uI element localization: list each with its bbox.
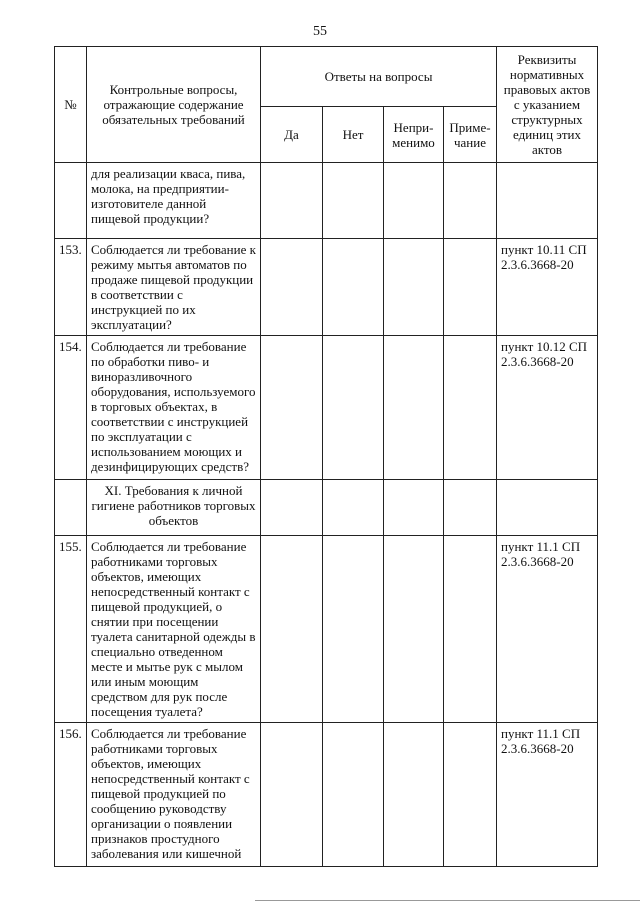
header-not-applicable: Непри- менимо xyxy=(384,107,444,163)
row-requisites: пункт 11.1 СП 2.3.6.3668-20 xyxy=(497,723,598,867)
header-no: Нет xyxy=(323,107,384,163)
row-requisites xyxy=(497,163,598,239)
answer-yes-cell[interactable] xyxy=(261,723,323,867)
row-question: Соблюдается ли требование работниками торговых объектов, имеющих непосредственный контакт с пищевой продукцией, о снятии при посещении туалета санитарной одежды в специально отведенном месте и мытье рук с мылом или иным моющим средством для рук после посещения туалета? xyxy=(87,536,261,723)
answer-no-cell[interactable] xyxy=(323,163,384,239)
answer-no-cell[interactable] xyxy=(323,336,384,480)
answer-na-cell[interactable] xyxy=(384,163,444,239)
row-number: 156. xyxy=(55,723,87,867)
row-requisites: пункт 10.12 СП 2.3.6.3668-20 xyxy=(497,336,598,480)
answer-note-cell[interactable] xyxy=(444,723,497,867)
answer-note-cell[interactable] xyxy=(444,336,497,480)
page-number: 55 xyxy=(313,24,327,39)
page-bottom-edge xyxy=(255,900,640,901)
row-question: Соблюдается ли требование к режиму мытья автоматов по продаже пищевой продукции в соответствии с инструкцией по их эксплуатации? xyxy=(87,239,261,336)
answer-note-cell[interactable] xyxy=(444,239,497,336)
answer-no-cell[interactable] xyxy=(323,723,384,867)
header-yes: Да xyxy=(261,107,323,163)
row-number: 154. xyxy=(55,336,87,480)
row-requisites: пункт 10.11 СП 2.3.6.3668-20 xyxy=(497,239,598,336)
table-row xyxy=(55,239,598,336)
section-row xyxy=(55,480,598,536)
row-number xyxy=(55,163,87,239)
header-requisites: Реквизиты нормативных правовых актов с указанием структурных единиц этих актов xyxy=(497,47,598,163)
answer-note-cell[interactable] xyxy=(444,536,497,723)
row-question: Соблюдается ли требование по обработки пиво- и виноразливочного оборудования, используемого в торговых объектах, в соответствии с инструкцией по эксплуатации с использованием моющих и дезинфицирующих средств? xyxy=(87,336,261,480)
header-num: № xyxy=(55,47,87,163)
row-number: 155. xyxy=(55,536,87,723)
answer-note-cell[interactable] xyxy=(444,163,497,239)
header-note: Приме- чание xyxy=(444,107,497,163)
row-question: для реализации кваса, пива, молока, на предприятии-изготовителе данной пищевой продукции? xyxy=(87,163,261,239)
answer-na-cell[interactable] xyxy=(384,239,444,336)
answer-no-cell[interactable] xyxy=(323,239,384,336)
table-row xyxy=(55,536,598,723)
header-question: Контрольные вопросы, отражающие содержание обязательных требований xyxy=(87,47,261,163)
answer-na-cell[interactable] xyxy=(384,723,444,867)
answer-yes-cell[interactable] xyxy=(261,536,323,723)
answer-na-cell[interactable] xyxy=(384,536,444,723)
row-number: 153. xyxy=(55,239,87,336)
answer-yes-cell[interactable] xyxy=(261,163,323,239)
table-row xyxy=(55,723,598,867)
answer-yes-cell[interactable] xyxy=(261,239,323,336)
table-row xyxy=(55,336,598,480)
answer-no-cell[interactable] xyxy=(323,536,384,723)
checklist-table xyxy=(54,46,598,867)
table-row xyxy=(55,163,598,239)
answer-na-cell[interactable] xyxy=(384,336,444,480)
row-requisites: пункт 11.1 СП 2.3.6.3668-20 xyxy=(497,536,598,723)
header-answers: Ответы на вопросы xyxy=(261,47,497,107)
row-question: Соблюдается ли требование работниками торговых объектов, имеющих непосредственный контакт с пищевой продукцией по сообщению руководству организации о появлении признаков простудного заболевания или кишечной xyxy=(87,723,261,867)
section-title: XI. Требования к личной гигиене работников торговых объектов xyxy=(87,480,261,536)
answer-yes-cell[interactable] xyxy=(261,336,323,480)
